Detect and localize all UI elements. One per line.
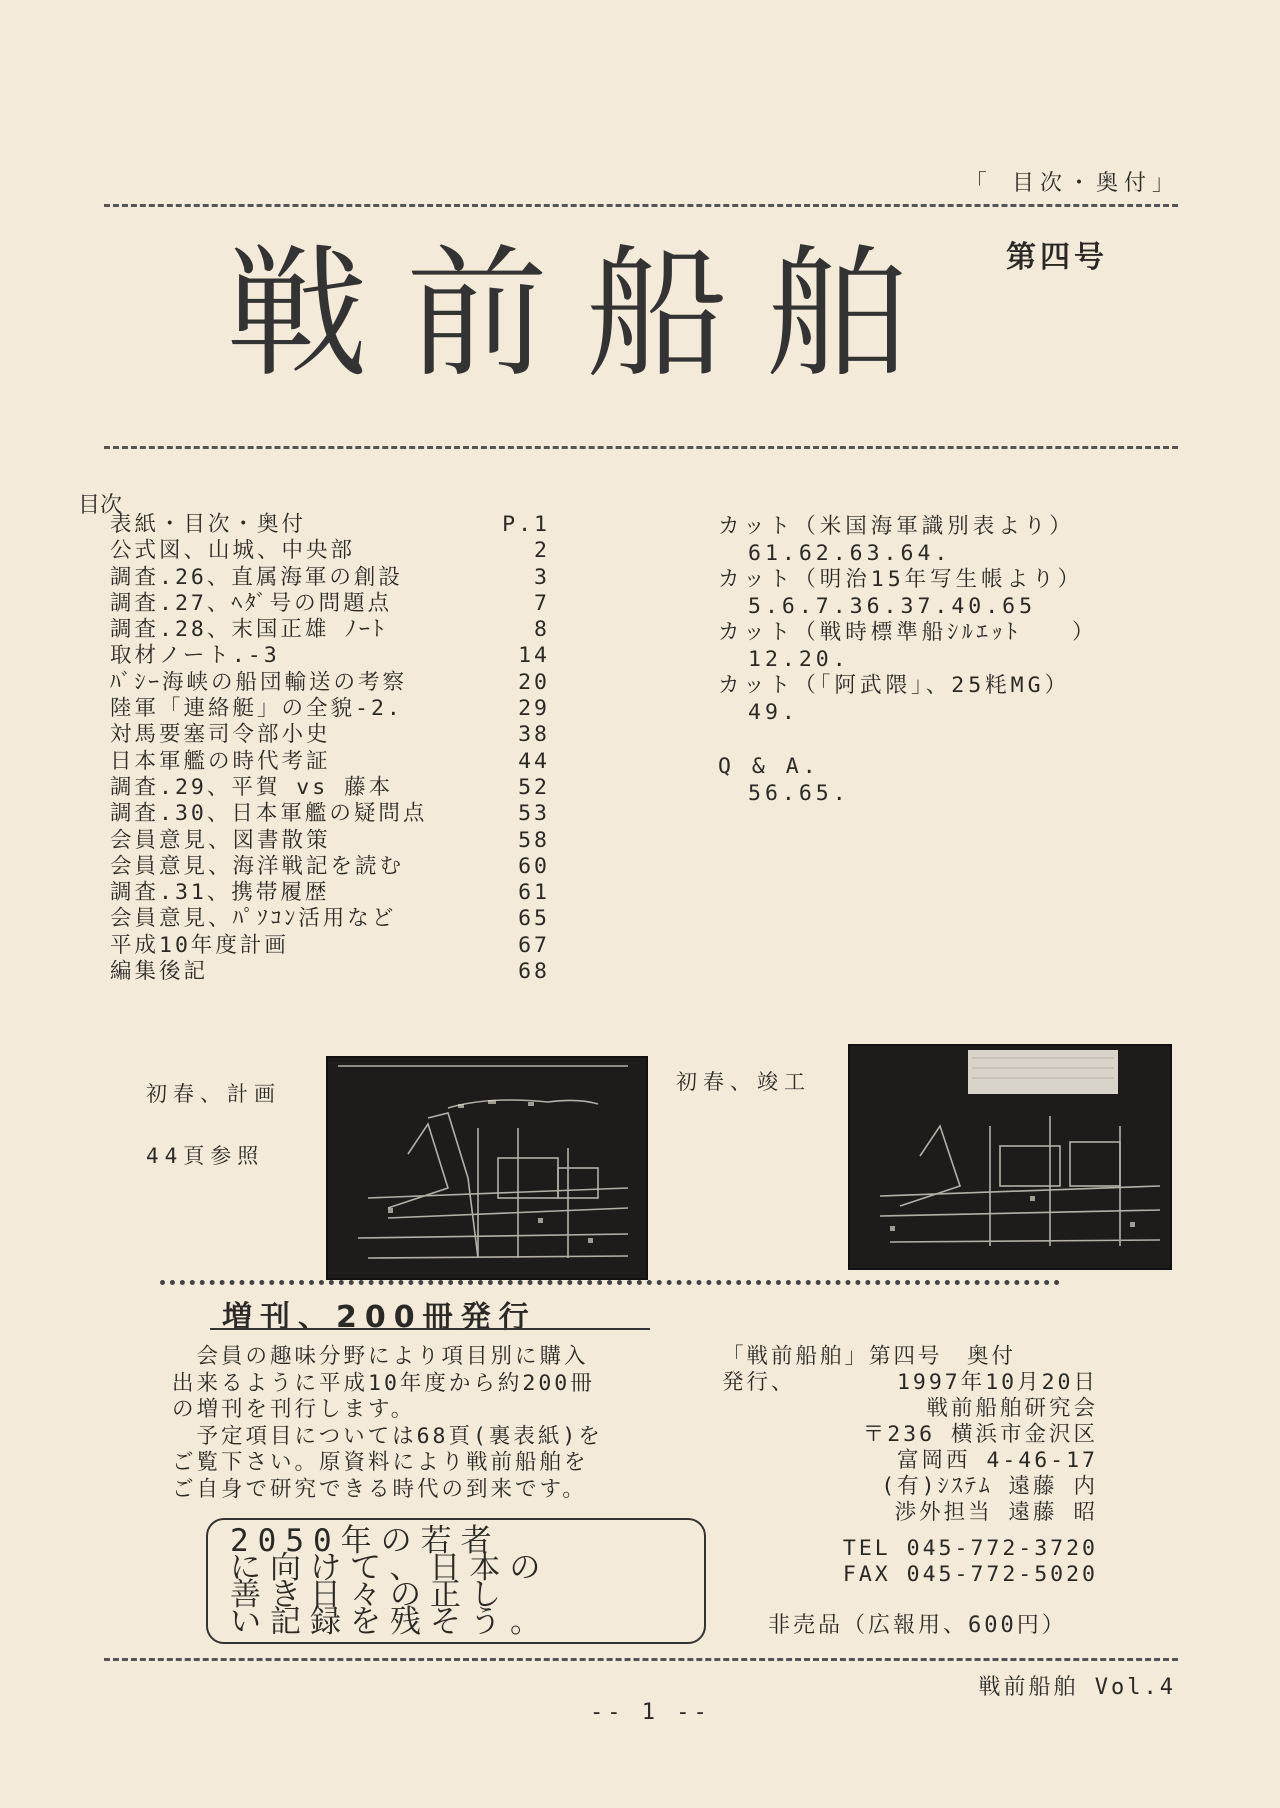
cut-credit-label: カット（「阿武隈」、25粍MG） <box>718 673 1071 698</box>
callout-box <box>206 1518 706 1644</box>
toc-item-label: 取材ノート.-3 <box>110 643 280 669</box>
contact-person: 渉外担当 遠藤 昭 <box>894 1500 1098 1525</box>
divider <box>104 1658 1178 1661</box>
toc-item-page: 38 <box>518 722 550 748</box>
image-reference: 44頁参照 <box>146 1144 265 1168</box>
toc-item-page: P.1 <box>502 512 550 537</box>
company: (有)ｼｽﾃﾑ 遠藤 内 <box>881 1474 1098 1499</box>
toc-item-page: 61 <box>518 880 550 906</box>
toc-item-label: 平成10年度計画 <box>110 932 289 958</box>
toc-item-page: 53 <box>518 801 550 827</box>
toc-item <box>110 512 550 538</box>
telephone: TEL 045-772-3720 <box>842 1536 1098 1561</box>
dotted-divider <box>160 1280 1060 1285</box>
footer-mark: 戦前船舶 Vol.4 <box>978 1675 1176 1700</box>
toc-item <box>110 775 550 801</box>
toc-item-page: 8 <box>534 617 550 643</box>
qa-pages: 56.65. <box>748 780 850 806</box>
colophon-title: 「戦前船舶」第四号 奥付 <box>722 1344 1017 1369</box>
callout-line: 2050年の若者 <box>230 1523 501 1559</box>
issue-number: 第四号 <box>1006 240 1108 275</box>
toc-item <box>110 906 550 932</box>
toc-item-label: 対馬要塞司令部小史 <box>110 722 331 748</box>
toc-item-page: 52 <box>518 774 550 800</box>
toc-item-page: 60 <box>518 853 550 879</box>
announcement-title: 増刊、200冊発行 <box>222 1300 537 1335</box>
price-note: 非売品（広報用、600円） <box>768 1613 1067 1638</box>
toc-item-label: 公式図、山城、中央部 <box>110 538 356 564</box>
callout-line: 善き日々の正し <box>230 1577 510 1613</box>
toc-item-label: 編集後記 <box>110 959 209 985</box>
issued-label: 発行、 <box>722 1370 796 1395</box>
toc-item-page: 7 <box>534 590 550 616</box>
spacer <box>718 726 1098 754</box>
announcement-line: 会員の趣味分野により項目別に購入 <box>172 1344 589 1369</box>
toc-item-page: 3 <box>534 564 550 590</box>
cut-credit-pages: 61.62.63.64. <box>748 540 952 566</box>
toc-item-label: ﾊﾞｼｰ海峡の船団輸送の考察 <box>110 669 408 695</box>
announcement-line: 出来るように平成10年度から約200冊 <box>172 1370 595 1396</box>
toc-item-label: 調査.28、末国正雄 ﾉｰﾄ <box>110 617 387 643</box>
street-address: 富岡西 4-46-17 <box>896 1448 1098 1473</box>
toc-item <box>110 670 550 696</box>
cut-credit-pages: 12.20. <box>748 646 850 672</box>
colophon <box>722 1344 1102 1588</box>
toc-item <box>110 696 550 722</box>
toc-item <box>110 565 550 591</box>
announcement-line: ご自身で研究できる時代の到来です。 <box>172 1476 587 1502</box>
toc-item <box>110 880 550 906</box>
toc-item-page: 67 <box>518 932 550 958</box>
toc-item-label: 調査.29、平賀 vs 藤本 <box>110 774 394 800</box>
toc-item-label: 表紙・目次・奥付 <box>110 512 307 537</box>
toc-item <box>110 643 550 669</box>
ship-plan-image <box>326 1056 648 1280</box>
toc-item-page: 58 <box>518 827 550 853</box>
image-caption-left: 初春、計画 <box>146 1082 281 1106</box>
cut-credit-label: カット（明治15年写生帳より） <box>718 567 1084 592</box>
cut-credit-pages: 5.6.7.36.37.40.65 <box>748 593 1037 619</box>
toc-item-page: 44 <box>518 748 550 774</box>
cut-credit-label: カット（米国海軍識別表より） <box>718 514 1075 539</box>
postal-address: 〒236 横浜市金沢区 <box>862 1422 1098 1447</box>
toc-item-label: 調査.30、日本軍艦の疑問点 <box>110 801 428 827</box>
toc-item-label: 陸軍「連絡艇」の全貌-2. <box>110 696 403 722</box>
toc-item-label: 日本軍艦の時代考証 <box>110 748 331 774</box>
cut-credits <box>718 514 1098 807</box>
announcement-line: の増刊を刊行します。 <box>172 1397 416 1422</box>
toc-item <box>110 801 550 827</box>
image-caption-right: 初春、竣工 <box>676 1070 811 1094</box>
toc-item-label: 会員意見、海洋戦記を読む <box>110 853 405 879</box>
toc-item-page: 2 <box>534 538 550 564</box>
toc-item-page: 20 <box>518 669 550 695</box>
divider <box>104 446 1178 449</box>
toc-item-label: 会員意見、図書散策 <box>110 827 331 853</box>
toc-item <box>110 722 550 748</box>
ship-completion-drawing <box>850 1046 1170 1268</box>
toc-item <box>110 933 550 959</box>
callout-line: い記録を残そう。 <box>230 1604 550 1640</box>
toc-item-page: 14 <box>518 643 550 669</box>
divider <box>104 204 1178 207</box>
toc-item <box>110 617 550 643</box>
toc-item <box>110 828 550 854</box>
toc-item <box>110 959 550 985</box>
toc-item-label: 調査.27、ﾍﾀﾞ号の問題点 <box>110 590 393 616</box>
toc-item-page: 65 <box>518 906 550 932</box>
cut-credit-label: カット（戦時標準船ｼﾙｴｯﾄ ） <box>718 620 1098 645</box>
announcement-line: ご覧下さい。原資料により戦前船舶を <box>172 1450 589 1475</box>
toc-item-label: 調査.26、直属海軍の創設 <box>110 564 403 590</box>
toc-item-page: 68 <box>518 959 550 985</box>
toc-item-page: 29 <box>518 696 550 722</box>
toc-item <box>110 591 550 617</box>
title-underline <box>210 1328 650 1330</box>
colophon-issue-row <box>722 1370 1102 1396</box>
toc-item <box>110 538 550 564</box>
page-number: -- 1 -- <box>590 1700 711 1725</box>
toc-item-label: 調査.31、携帯履歴 <box>110 880 330 906</box>
announcement-body <box>172 1344 712 1503</box>
callout-line: に向けて、日本の <box>230 1550 550 1586</box>
toc-item-label: 会員意見、ﾊﾟｿｺﾝ活用など <box>110 906 397 932</box>
announcement-line: 予定項目については68頁(裏表紙)を <box>172 1423 603 1449</box>
cut-credit-pages: 49. <box>748 699 799 725</box>
qa-label: Q & A. <box>718 754 820 779</box>
toc-heading: 目次 <box>78 493 123 518</box>
issue-date: 1997年10月20日 <box>896 1370 1098 1395</box>
page-title: 戦前船舶 <box>226 232 946 397</box>
section-label: 「 目次・奥付」 <box>964 171 1180 196</box>
ship-completion-image <box>848 1044 1172 1270</box>
toc-item <box>110 854 550 880</box>
fax: FAX 045-772-5020 <box>842 1562 1098 1587</box>
table-of-contents <box>110 512 550 985</box>
toc-item <box>110 749 550 775</box>
ship-plan-drawing <box>328 1058 646 1278</box>
organization: 戦前船舶研究会 <box>926 1396 1098 1421</box>
callout-text <box>230 1523 550 1640</box>
